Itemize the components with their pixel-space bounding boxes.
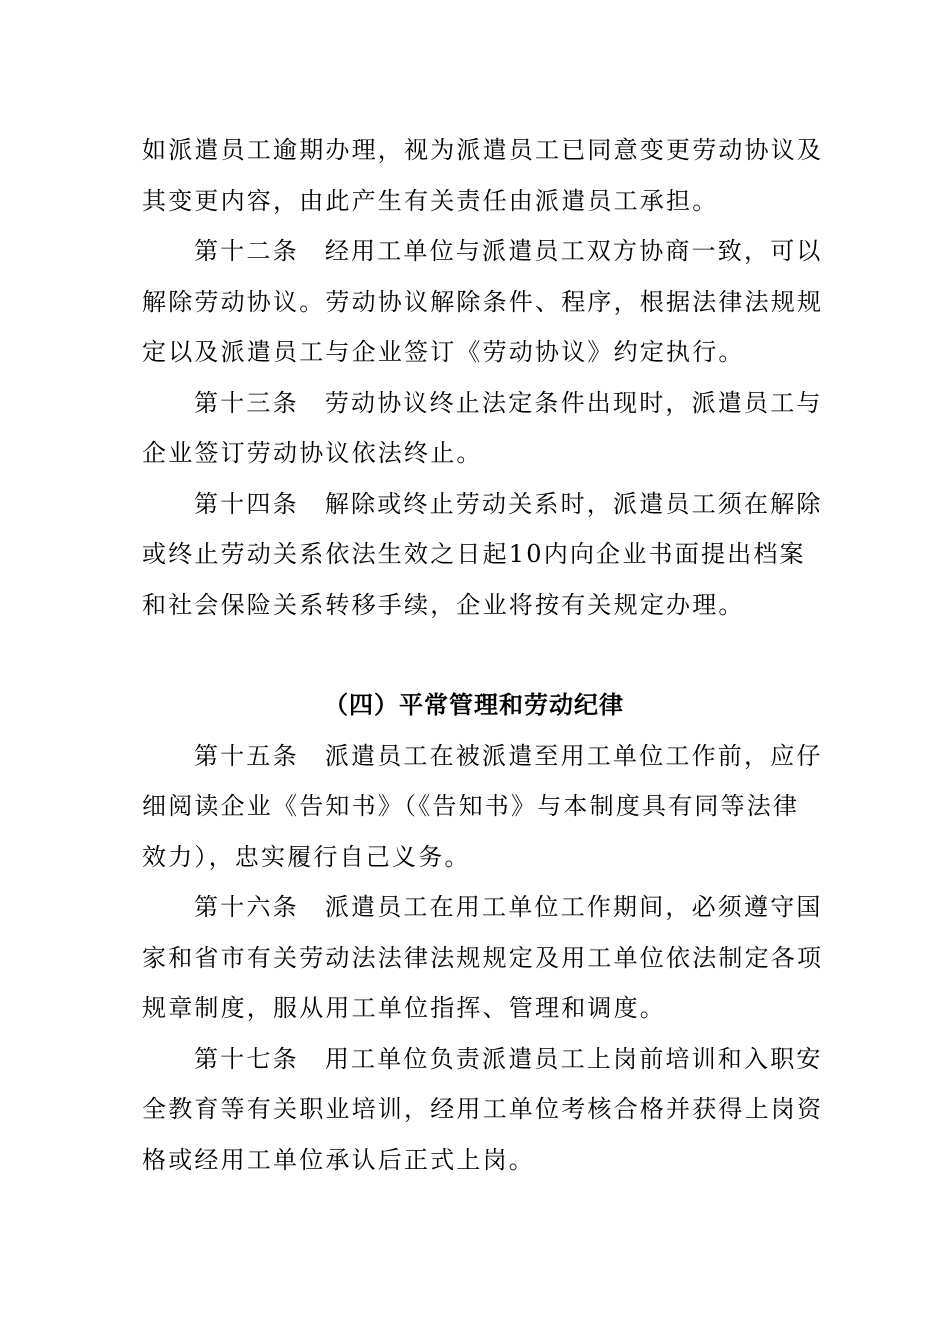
article-first-line: [142, 378, 823, 429]
text-line: 派遣员工在用工单位工作期间，必须遵守国: [324, 893, 823, 921]
article-number: 第十七条: [194, 1044, 299, 1073]
text-line: 其变更内容，由此产生有关责任由派遣员工承担。: [142, 186, 719, 215]
article-16: [142, 882, 824, 1034]
article-15: [142, 731, 823, 883]
article-14: [142, 479, 823, 631]
article-first-line: [142, 226, 823, 277]
article-number: 第十二条: [194, 237, 299, 265]
article-12: [142, 226, 824, 378]
article-17: [142, 1034, 824, 1186]
text-line: 和社会保险关系转移手续，企业将按有关规定办理。: [142, 590, 745, 619]
article-first-line: [142, 882, 823, 933]
text-line: 派遣员工在被派遣至用工单位工作前，应仔: [324, 741, 823, 770]
article-number: 第十四条: [194, 489, 299, 518]
text-line: 劳动协议终止法定条件出现时，派遣员工与: [324, 388, 823, 417]
section-heading: （四）平常管理和劳动纪律: [324, 690, 624, 719]
text-line: 解除或终止劳动关系时，派遣员工须在解除: [324, 489, 823, 518]
text-line: 效力），忠实履行自己义务。: [142, 842, 471, 871]
article-number: 第十三条: [194, 388, 299, 417]
article-13: [142, 378, 823, 479]
article-first-line: [142, 479, 823, 530]
article-first-line: [142, 1034, 823, 1085]
text-line: 经用工单位与派遣员工双方协商一致，可以: [324, 237, 823, 265]
document-body: [142, 125, 824, 1185]
article-number: 第十六条: [194, 893, 299, 921]
text-line: 格或经用工单位承认后正式上岗。: [142, 1145, 535, 1174]
text-line: 家和省市有关劳动法法律法规规定及用工单位依法制定各项: [142, 943, 824, 972]
article-first-line: [142, 731, 823, 782]
text-line: 细阅读企业《告知书》（《告知书》与本制度具有同等法律: [142, 792, 800, 820]
section-spacer: [142, 630, 806, 680]
text-line: 定以及派遣员工与企业签订《劳动协议》约定执行。: [142, 338, 745, 366]
article-number: 第十五条: [194, 741, 299, 770]
text-line: 企业签订劳动协议依法终止。: [142, 439, 483, 467]
text-line: 规章制度，服从用工单位指挥、管理和调度。: [142, 994, 666, 1022]
text-line: 全教育等有关职业培训，经用工单位考核合格并获得上岗资: [142, 1095, 824, 1123]
text-line: 用工单位负责派遣员工上岗前培训和入职安: [324, 1044, 823, 1073]
text-line: 如派遣员工逾期办理，视为派遣员工已同意变更劳动协议及: [142, 136, 824, 164]
paragraph-continuation: [142, 125, 824, 226]
text-line: 解除劳动协议。劳动协议解除条件、程序，根据法律法规规: [142, 287, 824, 316]
text-line: 或终止劳动关系依法生效之日起10内向企业书面提出档案: [142, 540, 806, 568]
